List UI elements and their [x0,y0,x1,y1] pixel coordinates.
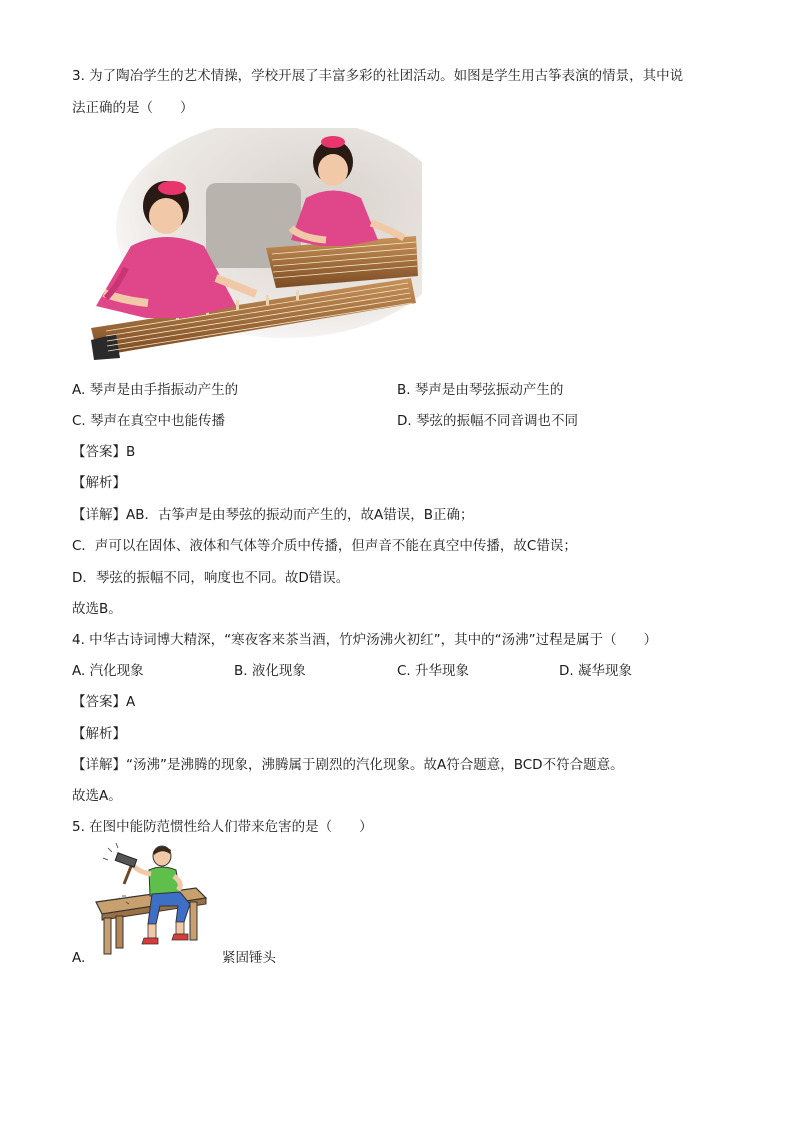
q3-option-d[interactable]: D. 琴弦的振幅不同音调也不同 [397,413,578,429]
q4-stem: 4. 中华古诗词博大精深，“寒夜客来茶当酒，竹炉汤沸火初红”，其中的“汤沸”过程是属于（ ） [72,632,658,648]
q4-option-c[interactable]: C. 升华现象 [397,663,470,679]
q3-stem-line-2: 法正确的是（ ） [72,100,194,116]
q4-option-b[interactable]: B. 液化现象 [234,663,306,679]
q4-conclusion: 故选A。 [72,788,122,804]
q3-answer: 【答案】B [72,444,136,460]
q5-stem: 5. 在图中能防范惯性给人们带来危害的是（ ） [72,819,373,835]
q4-option-a[interactable]: A. 汽化现象 [72,663,144,679]
q5-option-a-letter[interactable]: A. [72,950,86,966]
q4-analysis-heading: 【解析】 [72,726,126,742]
q4-answer: 【答案】A [72,694,136,710]
q3-detail-line-1: 【详解】AB．古筝声是由琴弦的振动而产生的，故A错误，B正确； [72,507,474,523]
q3-option-c[interactable]: C. 琴声在真空中也能传播 [72,413,226,429]
q4-detail: 【详解】“汤沸”是沸腾的现象，沸腾属于剧烈的汽化现象。故A符合题意，BCD不符合题意。 [72,757,624,773]
q3-detail-line-2: C．声可以在固体、液体和气体等介质中传播，但声音不能在真空中传播，故C错误； [72,538,577,554]
q5-option-a-text[interactable]: 紧固锤头 [222,950,276,966]
q4-option-d[interactable]: D. 凝华现象 [559,663,632,679]
q3-detail-line-3: D．琴弦的振幅不同，响度也不同。故D错误。 [72,570,350,586]
q3-conclusion: 故选B。 [72,601,122,617]
q3-analysis-heading: 【解析】 [72,475,126,491]
q3-stem-line-1: 3. 为了陶冶学生的艺术情操，学校开展了丰富多彩的社团活动。如图是学生用古筝表演的情景，其中说 [72,68,684,84]
q3-option-b[interactable]: B. 琴声是由琴弦振动产生的 [397,382,564,398]
q3-option-a[interactable]: A. 琴声是由手指振动产生的 [72,382,239,398]
guzheng-performance-image [86,128,422,360]
hammer-tightening-image [94,842,212,958]
